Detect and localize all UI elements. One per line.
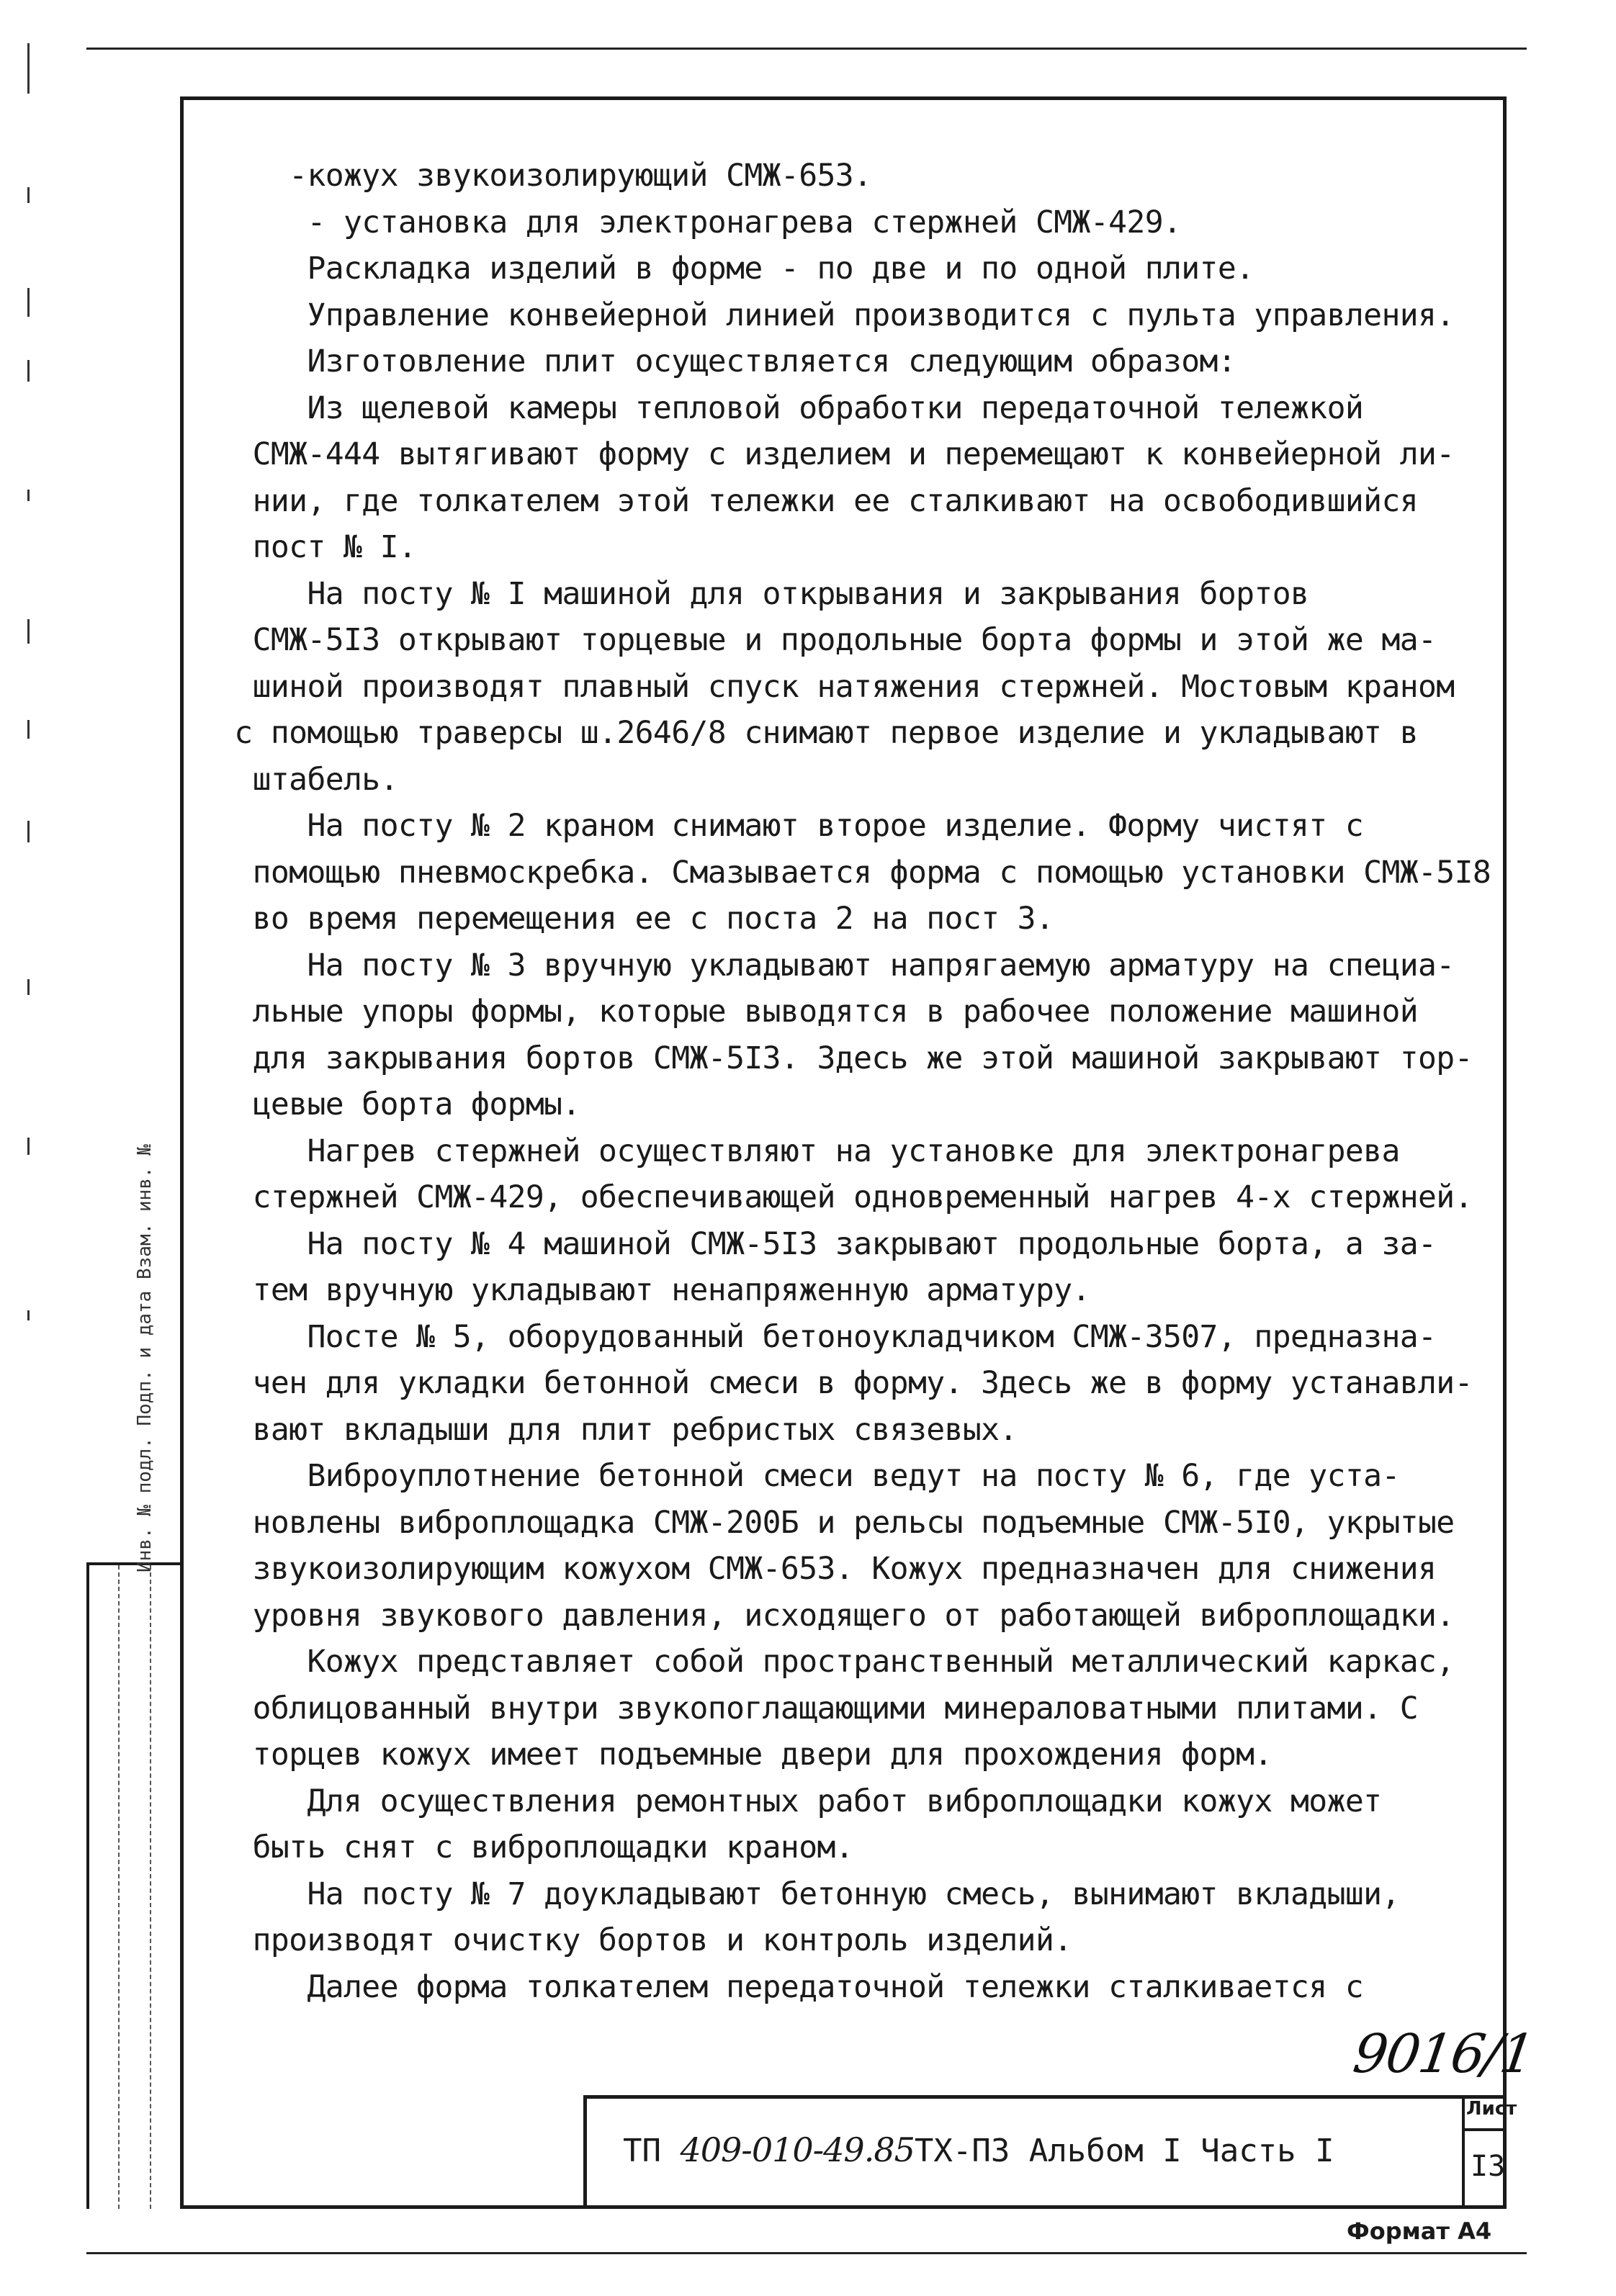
code-suffix: ТХ-ПЗ Альбом I Часть I xyxy=(914,2133,1334,2169)
left-margin-marks xyxy=(27,43,33,1771)
text-line: для закрывания бортов СМЖ-5I3. Здесь же этой машиной закрывают тор- xyxy=(216,1040,1473,1076)
sheet-box xyxy=(1462,2095,1517,2209)
text-line: На посту № 3 вручную укладывают напрягаемую арматуру на специа- xyxy=(216,947,1455,983)
text-line: СМЖ-444 вытягивают форму с изделием и перемещают к конвейерной ли- xyxy=(216,436,1455,472)
text-line: с помощью траверсы ш.2646/8 снимают первое изделие и укладывают в xyxy=(216,715,1419,751)
text-line: - установка для электронагрева стержней СМЖ-429. xyxy=(216,204,1182,240)
text-line: На посту № 4 машиной СМЖ-5I3 закрывают продольные борта, а за- xyxy=(216,1225,1437,1262)
text-line: Виброуплотнение бетонной смеси ведут на посту № 6, где уста- xyxy=(216,1458,1400,1494)
text-line: быть снят с виброплощадки краном. xyxy=(216,1829,854,1865)
text-line: шиной производят плавный спуск натяжения стержней. Мостовым краном xyxy=(216,668,1455,705)
text-line: Для осуществления ремонтных работ виброплощадки кожух может xyxy=(216,1783,1382,1819)
document-code xyxy=(623,2130,1334,2169)
text-line: помощью пневмоскребка. Смазывается форма с помощью установки СМЖ-5I8 xyxy=(216,854,1491,891)
document-body xyxy=(216,153,1505,2010)
text-line: На посту № 2 краном снимают второе изделие. Форму чистят с xyxy=(216,808,1364,844)
text-line: Раскладка изделий в форме - по две и по одной плите. xyxy=(216,251,1254,287)
text-line: новлены виброплощадка СМЖ-200Б и рельсы подъемные СМЖ-5I0, укрытые xyxy=(216,1504,1455,1541)
text-line: СМЖ-5I3 открывают торцевые и продольные борта формы и этой же ма- xyxy=(216,622,1437,658)
outer-bottom-line xyxy=(86,2252,1527,2254)
sheet-divider xyxy=(1465,2128,1507,2131)
text-line: во время перемещения ее с поста 2 на пост 3. xyxy=(216,901,1054,937)
text-line: Изготовление плит осуществляется следующим образом: xyxy=(216,343,1236,379)
text-line: Из щелевой камеры тепловой обработки передаточной тележкой xyxy=(216,390,1364,426)
sheet-number: I3 xyxy=(1471,2150,1506,2183)
text-line: пост № I. xyxy=(216,529,417,565)
text-line: льные упоры формы, которые выводятся в рабочее положение машиной xyxy=(216,994,1419,1030)
text-line: штабель. xyxy=(216,761,398,798)
text-line: На посту № I машиной для открывания и закрывания бортов xyxy=(216,575,1309,612)
text-line: Управление конвейерной линией производится с пульта управления. xyxy=(216,297,1455,333)
text-line: На посту № 7 доукладывают бетонную смесь, вынимают вкладыши, xyxy=(216,1876,1400,1912)
text-line: тем вручную укладывают ненапряженную арматуру. xyxy=(216,1272,1090,1308)
text-line: производят очистку бортов и контроль изделий. xyxy=(216,1922,1072,1958)
format-label: Формат А4 xyxy=(1347,2218,1492,2245)
text-line: нии, где толкателем этой тележки ее сталкивают на освободившийся xyxy=(216,482,1419,519)
text-line: цевые борта формы. xyxy=(216,1086,580,1122)
text-line: Нагрев стержней осуществляют на установке для электронагрева xyxy=(216,1133,1400,1169)
sheet-label: Лист xyxy=(1466,2098,1517,2120)
text-line: торцев кожух имеет подъемные двери для прохождения форм. xyxy=(216,1737,1272,1773)
text-line: облицованный внутри звукопоглащающими минераловатными плитами. С xyxy=(216,1690,1419,1726)
side-stamp xyxy=(86,1144,180,2209)
title-block xyxy=(583,2095,1507,2209)
text-line: Кожух представляет собой пространственный металлический каркас, xyxy=(216,1644,1455,1680)
text-line: чен для укладки бетонной смеси в форму. Здесь же в форму устанавли- xyxy=(216,1365,1473,1401)
code-handwritten: 409-010-49.85 xyxy=(680,2130,915,2169)
code-prefix: ТП xyxy=(623,2133,681,2169)
text-line: стержней СМЖ-429, обеспечивающей одновременный нагрев 4-х стержней. xyxy=(216,1179,1473,1215)
side-stamp-text: Инв. № подл. Подп. и дата Взам. инв. № xyxy=(134,1144,156,1572)
text-line: уровня звукового давления, исходящего от работающей виброплощадки. xyxy=(216,1597,1455,1634)
text-line: вают вкладыши для плит ребристых связевых. xyxy=(216,1411,1018,1448)
text-line: звукоизолирующим кожухом СМЖ-653. Кожух предназначен для снижения xyxy=(216,1551,1437,1587)
handwritten-number: 9016/1 xyxy=(1349,2023,1538,2085)
outer-top-line xyxy=(86,48,1527,50)
text-line: Посте № 5, оборудованный бетоноукладчиком СМЖ-3507, предназна- xyxy=(216,1318,1437,1355)
text-line: -кожух звукоизолирующий СМЖ-653. xyxy=(216,158,872,194)
text-line: Далее форма толкателем передаточной тележки сталкивается с xyxy=(216,1968,1364,2005)
